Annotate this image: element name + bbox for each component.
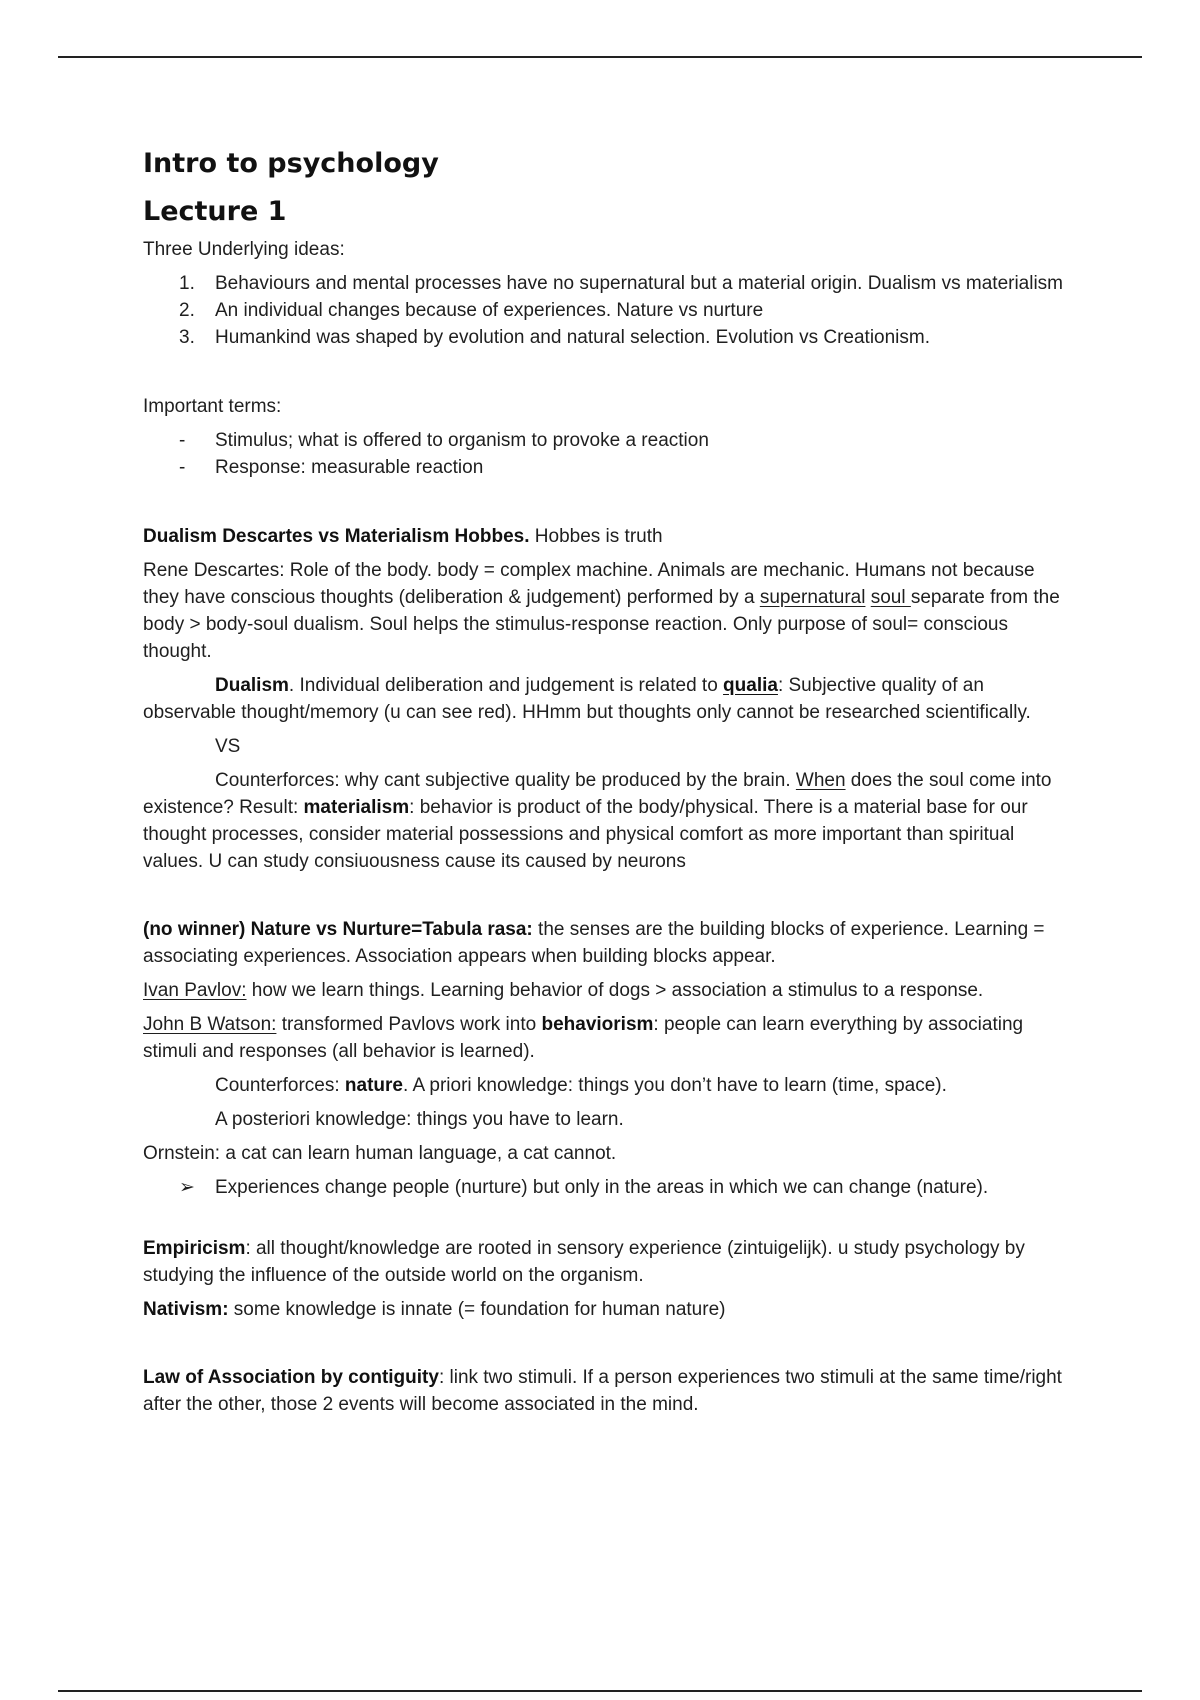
- watson-text-cont: : people can learn everything by associating stimuli and responses (all behavior is learned).: [143, 1014, 1024, 1062]
- pavlov-text: how we learn things. Learning behavior of dogs > association a stimulus to a response.: [246, 980, 984, 1001]
- pavlov-paragraph: [143, 977, 1063, 1004]
- nature-counter-text-cont: . A priori knowledge: things you don’t have to learn (time, space).: [402, 1075, 947, 1096]
- terms-intro: Important terms:: [143, 396, 282, 417]
- law-text: : link two stimuli. If a person experiences two stimuli at the same time/right after the other, those 2 events will become associated in the mind.: [143, 1367, 1062, 1415]
- arrow-list-item: [143, 1174, 1063, 1201]
- underlying-idea-item: [143, 324, 1063, 351]
- law-paragraph: [143, 1364, 1063, 1418]
- term-item-marker: -: [179, 430, 186, 451]
- nature-heading-bold: (no winner) Nature vs Nurture=Tabula rasa:: [143, 919, 533, 940]
- lecture-heading: Lecture 1: [143, 196, 287, 227]
- nativism-text: some knowledge is innate (= foundation for human nature): [228, 1299, 726, 1320]
- soul-underlined: soul: [870, 587, 911, 608]
- underlying-idea-item-marker: 3.: [179, 327, 195, 348]
- counterforces-paragraph: [143, 767, 1063, 875]
- underlying-idea-item-text: Behaviours and mental processes have no supernatural but a material origin. Dualism vs materialism: [215, 273, 1064, 294]
- materialism-bold: materialism: [303, 797, 410, 818]
- law-bold: Law of Association by contiguity: [143, 1367, 439, 1388]
- nature-counter-text: Counterforces:: [215, 1075, 345, 1096]
- nature-bold: nature: [344, 1075, 403, 1096]
- empiricism-bold: Empiricism: [143, 1238, 246, 1259]
- document-title: Intro to psychology: [143, 148, 439, 179]
- underlying-intro: Three Underlying ideas:: [143, 239, 345, 260]
- descartes-paragraph: [143, 557, 1063, 665]
- arrow-bullet-icon: ➢: [179, 1177, 195, 1198]
- dualism-text: . Individual deliberation and judgement is related to: [288, 675, 724, 696]
- dualism-bold: Dualism: [215, 675, 289, 696]
- dualism-heading: [143, 523, 1063, 550]
- underlying-ideas-list: [143, 270, 1063, 351]
- empiricism-text: : all thought/knowledge are rooted in sensory experience (zintuigelijk). u study psychology by studying the influence of the outside world on the organism.: [143, 1238, 1025, 1286]
- underlying-idea-item: [143, 297, 1063, 324]
- underlying-idea-item: [143, 270, 1063, 297]
- term-item-marker: -: [179, 457, 186, 478]
- counterforces-text-cont: does the soul come into existence? Result:: [143, 770, 1052, 818]
- term-item: [143, 427, 1063, 454]
- footer-rule: [58, 1690, 1142, 1692]
- when-underlined: When: [795, 770, 846, 791]
- qualia-bold-underlined: qualia: [723, 675, 778, 696]
- nativism-paragraph: [143, 1296, 1063, 1323]
- arrow-item-text: Experiences change people (nurture) but only in the areas in which we can change (nature).: [215, 1177, 989, 1198]
- underlying-idea-item-marker: 1.: [179, 273, 195, 294]
- term-item-text: Response: measurable reaction: [215, 457, 484, 478]
- document-page: [143, 146, 1063, 1425]
- descartes-text: Rene Descartes: Role of the body. body = complex machine. Animals are mechanic. Humans not because they have conscious thoughts (deliberation & judgement) performed by a: [143, 560, 1035, 608]
- term-item: [143, 454, 1063, 481]
- dualism-heading-rest: Hobbes is truth: [529, 526, 663, 547]
- arrow-list: [143, 1174, 1063, 1201]
- underlying-idea-item-marker: 2.: [179, 300, 195, 321]
- empiricism-paragraph: [143, 1235, 1063, 1289]
- watson-paragraph: [143, 1011, 1063, 1065]
- pavlov-underlined: Ivan Pavlov:: [143, 980, 247, 1001]
- ornstein-text: Ornstein: a cat can learn human language, a cat cannot.: [143, 1143, 617, 1164]
- underlying-idea-item-text: An individual changes because of experiences. Nature vs nurture: [215, 300, 764, 321]
- vs-label: VS: [215, 736, 241, 757]
- watson-text: transformed Pavlovs work into: [276, 1014, 542, 1035]
- header-rule: [58, 56, 1142, 58]
- dualism-paragraph: [143, 672, 1063, 726]
- behaviorism-bold: behaviorism: [541, 1014, 654, 1035]
- dualism-text-cont: : Subjective quality of an observable thought/memory (u can see red). HHmm but thoughts only cannot be researched scientifically.: [143, 675, 1031, 723]
- posteriori-text: A posteriori knowledge: things you have to learn.: [215, 1109, 624, 1130]
- dualism-heading-bold: Dualism Descartes vs Materialism Hobbes.: [143, 526, 530, 547]
- descartes-text-cont: separate from the body > body-soul dualism. Soul helps the stimulus-response reaction. Only purpose of soul= conscious thought.: [143, 587, 1060, 662]
- nature-heading-paragraph: [143, 916, 1063, 970]
- important-terms-list: [143, 427, 1063, 481]
- term-item-text: Stimulus; what is offered to organism to provoke a reaction: [215, 430, 709, 451]
- watson-underlined: John B Watson:: [143, 1014, 277, 1035]
- nativism-bold: Nativism:: [143, 1299, 229, 1320]
- nature-counterforces: [143, 1072, 1063, 1099]
- counterforces-text-end: : behavior is product of the body/physical. There is a material base for our thought processes, consider material possessions and physical comfort as more important than spiritual values. U can study consiuousness cause its caused by neurons: [143, 797, 1028, 872]
- supernatural-underlined: supernatural: [759, 587, 866, 608]
- underlying-idea-item-text: Humankind was shaped by evolution and natural selection. Evolution vs Creationism.: [215, 327, 931, 348]
- counterforces-text: Counterforces: why cant subjective quality be produced by the brain.: [215, 770, 796, 791]
- nature-heading-rest: the senses are the building blocks of experience. Learning = associating experiences. Association appears when building blocks appear.: [143, 919, 1045, 967]
